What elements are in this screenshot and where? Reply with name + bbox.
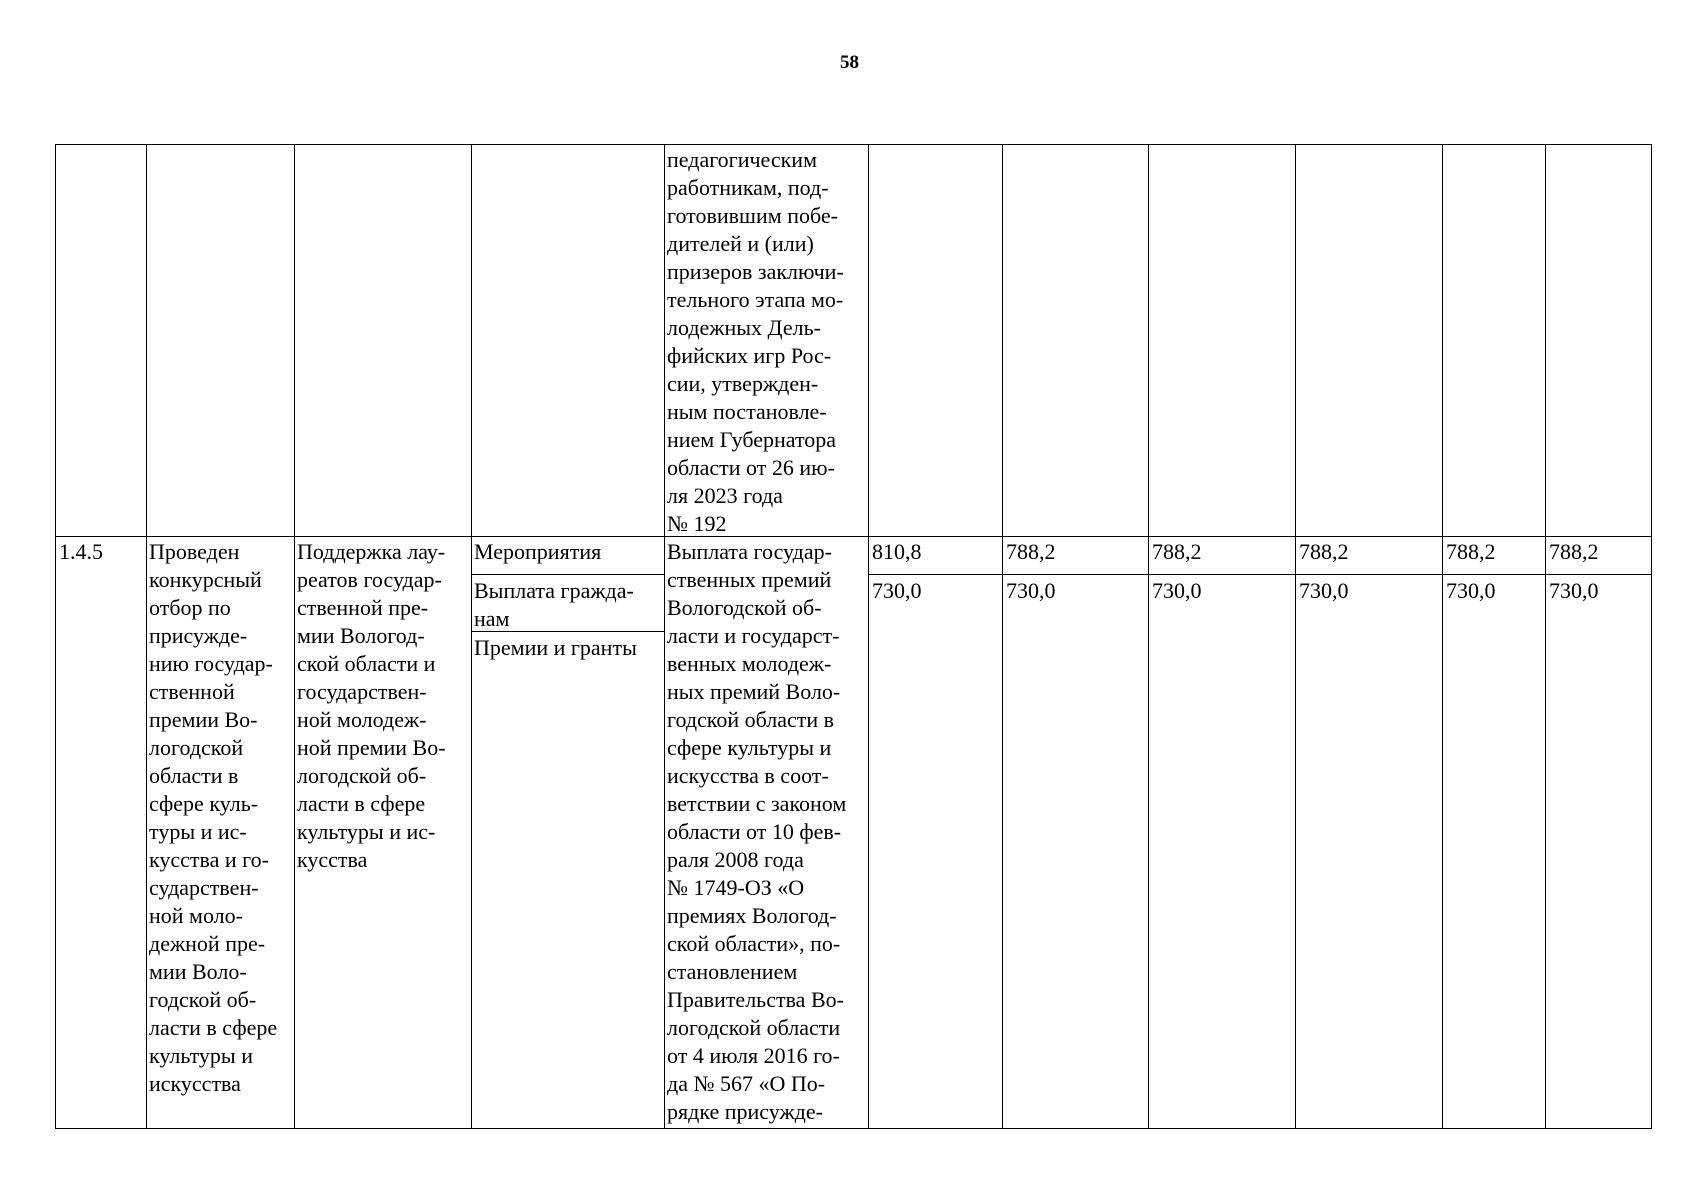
- col-line: [1002, 144, 1003, 1129]
- subrow-separator: [868, 574, 1652, 575]
- value-cell: 730,0: [1549, 578, 1599, 603]
- value-cell: 730,0: [1299, 578, 1349, 603]
- row-measure-text: Поддержка лау- реатов государ- ственной пре- мии Вологод- ской области и государствен- ной молодеж- ной премии Во- логодской об- ласти в сфере культуры и ис- кусства: [297, 539, 446, 872]
- value-cell: 788,2: [1152, 539, 1202, 564]
- subrow-separator: [471, 574, 664, 575]
- row-basis-text: Выплата государ- ственных премий Вологодской об- ласти и государст- венных молодеж- ных премий Воло- годской области в сфере культуры и искусства в соот- ветствии с законом области от 10 фев- раля 2008 года № 1749-ОЗ «О премиях Вологод- ской области», по- становлением Правительства Во- логодской области от 4 июля 2016 го- да № 567 «О По- рядке присужде-: [667, 539, 847, 1124]
- col-line: [146, 144, 147, 1129]
- row-result-text: Проведен конкурсный отбор по присужде- нию государ- ственной премии Во- логодской области в сфере куль- туры и ис- кусства и го- сударствен- ной моло- дежной пре- мии Воло- годской об- ласти в сфере культуры и искусства: [149, 539, 278, 1096]
- type-sub-grants: Премии и гранты: [474, 635, 637, 660]
- value-cell: 730,0: [1446, 578, 1496, 603]
- col-line: [1148, 144, 1149, 1129]
- col-line: [1295, 144, 1296, 1129]
- value-cell: 730,0: [1152, 578, 1202, 603]
- col-line: [1442, 144, 1443, 1129]
- page-number: 58: [840, 52, 859, 73]
- value-cell: 788,2: [1006, 539, 1056, 564]
- col-line: [471, 144, 472, 1129]
- type-main: Мероприятия: [474, 539, 602, 564]
- col-line: [664, 144, 665, 1129]
- row-number: 1.4.5: [59, 539, 103, 564]
- value-cell: 730,0: [1006, 578, 1056, 603]
- continued-basis-text: педагогическим работникам, под- готовившим побе- дителей и (или) призеров заключи- тельного этапа мо- лодежных Дель- фийских игр Рос- сии, утвержден- ным постановле- нием Губернатора области от 26 ию- ля 2023 года № 192: [667, 147, 844, 536]
- col-line: [1545, 144, 1546, 1129]
- col-line: [55, 144, 56, 1129]
- col-line: [1651, 144, 1652, 1129]
- type-sub-payment: Выплата гражда- нам: [474, 578, 634, 631]
- value-cell: 730,0: [872, 578, 922, 603]
- value-cell: 788,2: [1446, 539, 1496, 564]
- col-line: [868, 144, 869, 1129]
- col-line: [294, 144, 295, 1129]
- value-cell: 788,2: [1299, 539, 1349, 564]
- value-cell: 788,2: [1549, 539, 1599, 564]
- value-cell: 810,8: [872, 539, 922, 564]
